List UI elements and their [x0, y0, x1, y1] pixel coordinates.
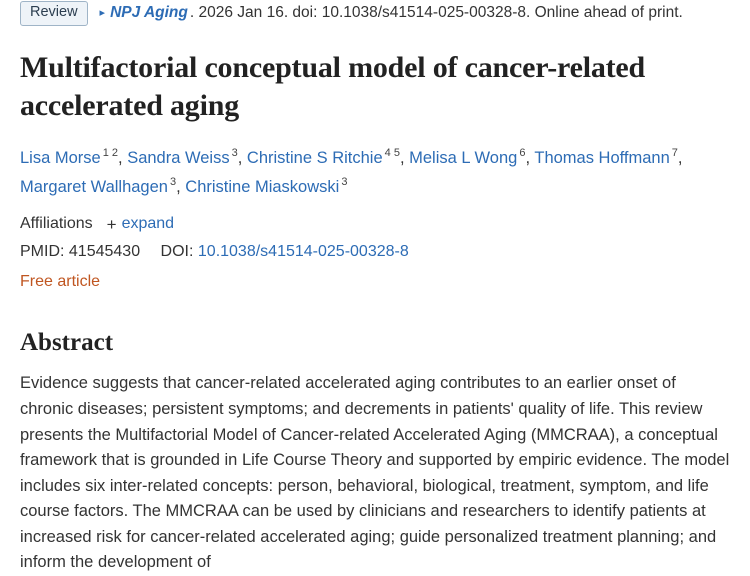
author-item: [409, 149, 530, 167]
expand-affiliations-button[interactable]: [107, 215, 174, 233]
identifiers-row: [20, 243, 730, 261]
author-link[interactable]: Christine S Ritchie: [246, 148, 383, 167]
doi-label: DOI:: [160, 243, 194, 261]
affiliations-row: [20, 215, 730, 233]
author-item: [247, 149, 405, 167]
author-item: [20, 178, 181, 196]
author-item: [185, 178, 347, 196]
author-separator: ,: [677, 148, 683, 167]
author-item: [534, 149, 682, 167]
abstract-heading: Abstract: [20, 329, 114, 357]
author-affiliation-sup[interactable]: 3: [169, 176, 177, 189]
citation-details: . 2026 Jan 16. doi: 10.1038/s41514-025-00328-8. Online ahead of print.: [189, 4, 683, 21]
author-affiliation-sup[interactable]: 6: [519, 147, 526, 160]
plus-icon: +: [106, 214, 117, 234]
abstract-text: Evidence suggests that cancer-related accelerated aging contributes to an earlier onset of chronic diseases; persistent symptoms; and decrements in patients' quality of life. This review presents the Multifactorial Model of Cancer-related Accelerated Aging (MMCRAA), a conceptual framework that is grounded in Life Course Theory and supported by empiric evidence. The model includes six inter-related concepts: person, behavioral, biological, treatment, symptom, and life course factors. The MMCRAA can be used by clinicians and researchers to identify patients at increased risk for cancer-related accelerated aging; guide personalized treatment planning; and inform the development of: [20, 374, 730, 572]
author-link[interactable]: Sandra Weiss: [127, 148, 230, 167]
author-separator: ,: [176, 177, 181, 196]
doi-link[interactable]: 10.1038/s41514-025-00328-8: [197, 243, 409, 261]
author-affiliation-sup[interactable]: 3: [341, 176, 348, 189]
caret-right-icon[interactable]: ▸: [99, 7, 106, 19]
pmid-label: PMID:: [20, 243, 65, 261]
page-title: Multifactorial conceptual model of cancer-related accelerated aging: [20, 50, 646, 123]
author-affiliation-sup[interactable]: 3: [231, 147, 238, 160]
author-link[interactable]: Lisa Morse: [20, 148, 101, 167]
author-link[interactable]: Margaret Wallhagen: [20, 177, 168, 196]
author-item: [20, 149, 123, 167]
author-separator: ,: [237, 148, 243, 167]
author-affiliation-sup[interactable]: 7: [671, 147, 678, 160]
author-affiliation-sup[interactable]: 1 2: [102, 147, 118, 160]
pmid-value: 41545430: [68, 243, 141, 261]
expand-label: expand: [121, 215, 175, 233]
journal-link[interactable]: NPJ Aging: [110, 4, 188, 21]
author-affiliation-sup[interactable]: 4 5: [384, 147, 400, 160]
author-link[interactable]: Melisa L Wong: [409, 148, 518, 167]
author-separator: ,: [525, 148, 531, 167]
free-article-badge[interactable]: Free article: [20, 273, 101, 291]
author-separator: ,: [118, 148, 123, 167]
author-link[interactable]: Thomas Hoffmann: [534, 148, 670, 167]
citation-line: [20, 0, 730, 27]
author-item: [127, 149, 242, 167]
publication-type-badge[interactable]: Review: [20, 1, 88, 26]
affiliations-label: Affiliations: [20, 215, 93, 233]
author-list: [20, 144, 730, 202]
author-separator: ,: [399, 148, 405, 167]
author-link[interactable]: Christine Miaskowski: [185, 177, 340, 196]
